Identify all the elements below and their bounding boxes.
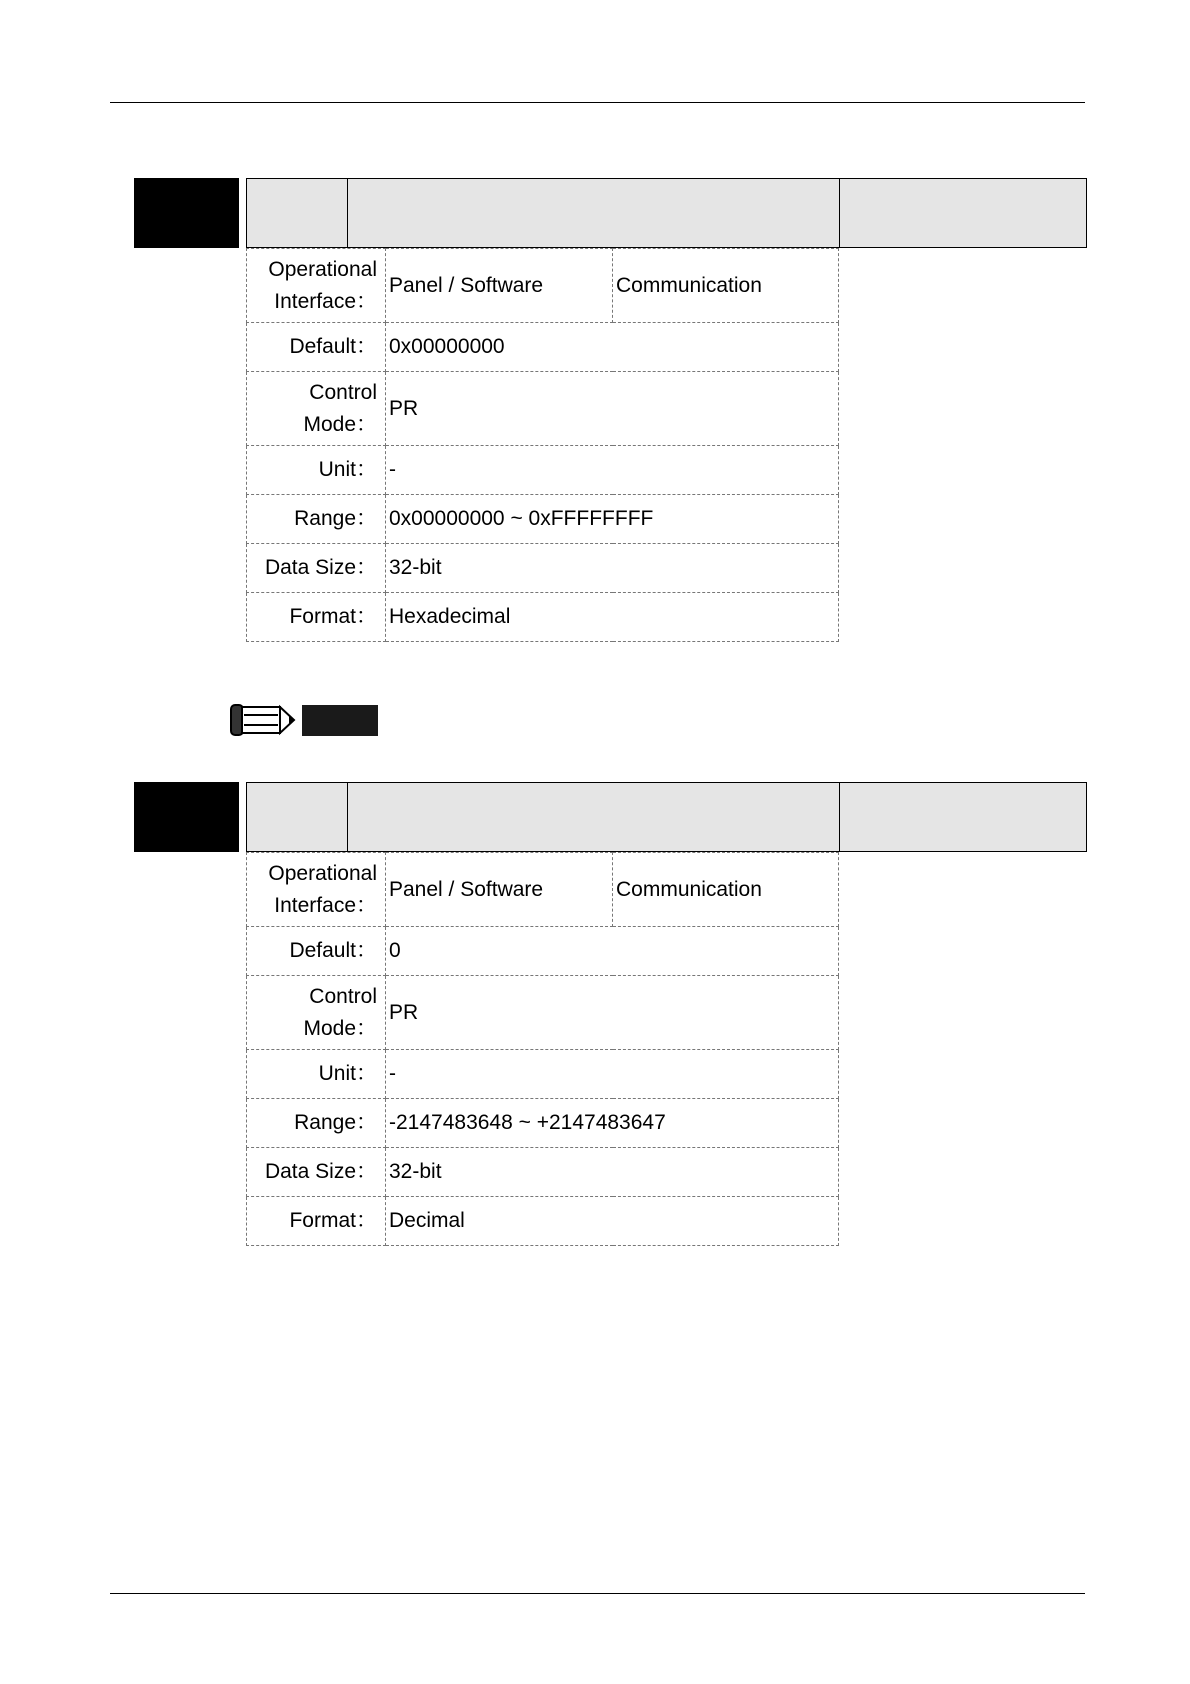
default-value: 0x00000000 (386, 323, 839, 372)
parameter-header (246, 178, 1087, 248)
parameter-tag (134, 782, 239, 852)
parameter-table (246, 852, 839, 1246)
header-rule (110, 102, 1085, 103)
footer-rule (110, 1593, 1085, 1594)
header-divider (347, 179, 348, 247)
range-label: Range： (247, 1099, 386, 1148)
interface-label: Operational Interface： (247, 853, 386, 927)
header-divider (839, 179, 840, 247)
unit-label: Unit： (247, 446, 386, 495)
control-mode-value: PR (386, 976, 839, 1050)
format-value: Decimal (386, 1197, 839, 1246)
range-label: Range： (247, 495, 386, 544)
header-divider (347, 783, 348, 851)
parameter-tag (134, 178, 239, 248)
data-size-label: Data Size： (247, 544, 386, 593)
format-label: Format： (247, 593, 386, 642)
unit-value: - (386, 1050, 839, 1099)
interface-panel: Panel / Software (386, 853, 613, 927)
interface-label: Operational Interface： (247, 249, 386, 323)
unit-label: Unit： (247, 1050, 386, 1099)
parameter-block-1 (0, 178, 1190, 648)
interface-comm: Communication (613, 853, 839, 927)
data-size-value: 32-bit (386, 544, 839, 593)
unit-value: - (386, 446, 839, 495)
pencil-note-icon (230, 704, 298, 736)
default-label: Default： (247, 927, 386, 976)
format-label: Format： (247, 1197, 386, 1246)
header-divider (839, 783, 840, 851)
control-mode-value: PR (386, 372, 839, 446)
default-value: 0 (386, 927, 839, 976)
control-mode-label: Control Mode： (247, 372, 386, 446)
parameter-header (246, 782, 1087, 852)
parameter-table (246, 248, 839, 642)
note-label-box (302, 705, 378, 736)
data-size-label: Data Size： (247, 1148, 386, 1197)
range-value: 0x00000000 ~ 0xFFFFFFFF (386, 495, 839, 544)
data-size-value: 32-bit (386, 1148, 839, 1197)
format-value: Hexadecimal (386, 593, 839, 642)
interface-comm: Communication (613, 249, 839, 323)
control-mode-label: Control Mode： (247, 976, 386, 1050)
parameter-block-2 (0, 782, 1190, 1252)
interface-panel: Panel / Software (386, 249, 613, 323)
default-label: Default： (247, 323, 386, 372)
range-value: -2147483648 ~ +2147483647 (386, 1099, 839, 1148)
